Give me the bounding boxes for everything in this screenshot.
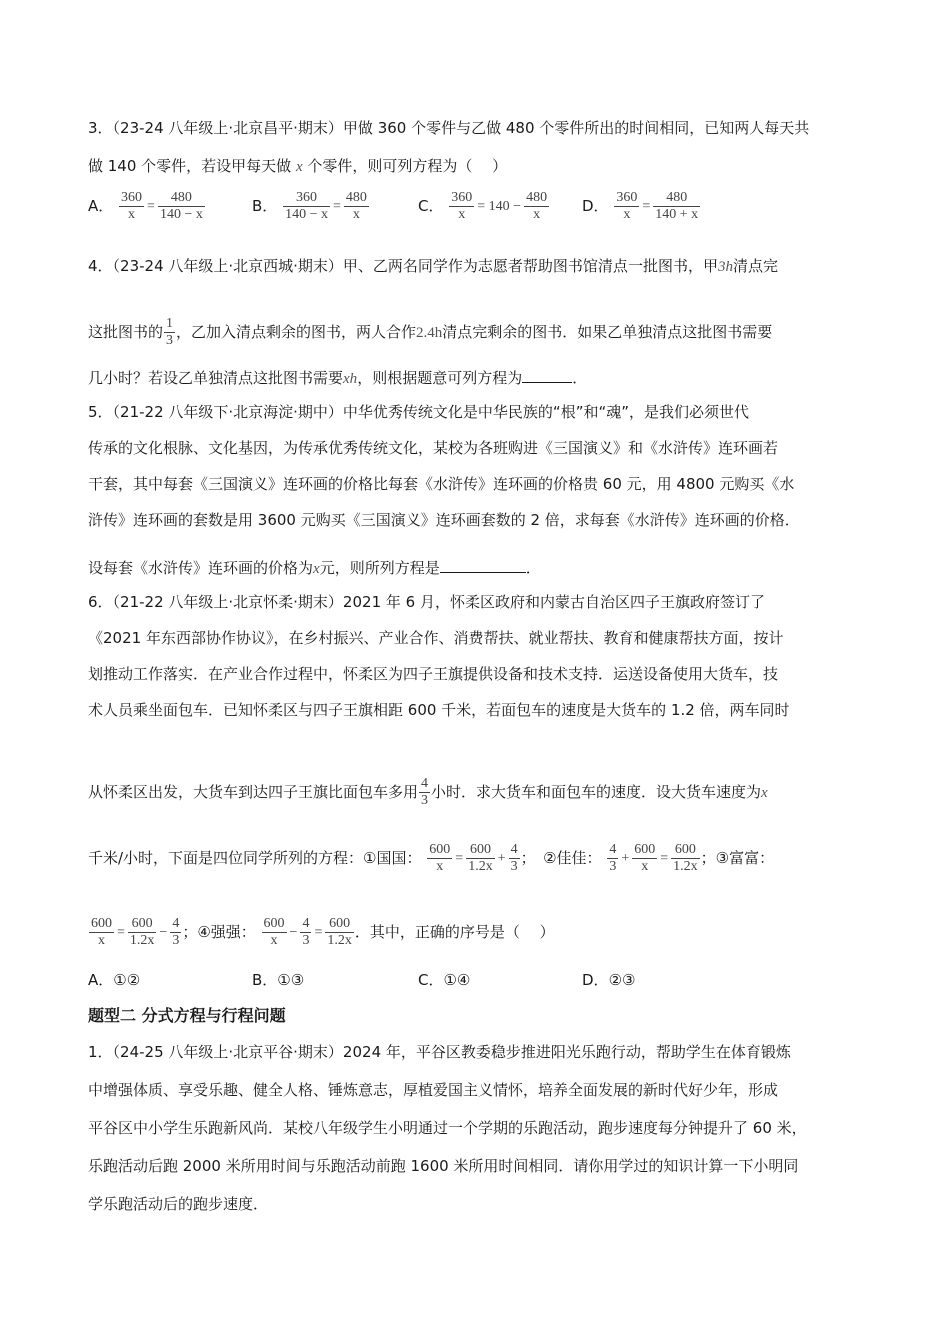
s2q1-line-5: 学乐跑活动后的跑步速度． [88, 1195, 269, 1213]
fraction: $\frac{480}{x}$ [345, 190, 367, 222]
fraction: $\frac{480}{x}$ [526, 190, 548, 222]
fraction: $\frac{480}{140 - x}$ [159, 190, 203, 222]
fraction: $\frac{360}{x}$ [121, 190, 143, 222]
equation-qiangqiang: $\frac{600}{x}$ − $\frac{4}{3}$ = $\frac{600}{1.2x}$ [263, 916, 352, 948]
q4-line-2: 这批图书的 $\frac{1}{3}$ ，乙加入清点剩余的图书，两人合作2.4h清点完剩余的图书．如果乙单独清点这批图书需要 [88, 316, 773, 348]
q5-answer-blank[interactable] [440, 556, 526, 573]
q4-line-1: 4．（23-24 八年级上·北京西城·期末）甲、乙两名同学作为志愿者帮助图书馆清点一批图书，甲3h清点完 [88, 257, 778, 275]
fraction-one-third: $\frac{1}{3}$ [166, 316, 174, 348]
equation-fufu: $\frac{600}{x}$ = $\frac{600}{1.2x}$ − $\frac{4}{3}$ [91, 916, 180, 948]
q6-option-c[interactable]: C．①④ [418, 971, 471, 989]
q6-line-7: $\frac{600}{x}$ = $\frac{600}{1.2x}$ − $\frac{4}{3}$ ；④强强： $\frac{600}{x}$ − $\frac{4}{3}$ = $\frac{600}{1.2x}$ ．其中，正确的序号是（ ） [88, 916, 555, 949]
q5-line-2: 传承的文化根脉、文化基因，为传承优秀传统文化，某校为各班购进《三国演义》和《水浒传》连环画若 [88, 439, 779, 457]
q4-time-3h: 3h [717, 259, 733, 275]
q4-variable-xh: xh [343, 371, 358, 387]
s2q1-line-2: 中增强体质、享受乐趣、健全人格、锤炼意志，厚植爱国主义情怀，培养全面发展的新时代好少年，形成 [88, 1081, 779, 1099]
q3-option-a[interactable]: A． $\frac{360}{x}$ = $\frac{480}{140 - x}$ [88, 190, 203, 222]
fraction: $\frac{360}{140 - x}$ [285, 190, 328, 222]
s2q1-line-3: 平谷区中小学生乐跑新风尚．某校八年级学生小明通过一个学期的乐跑活动，跑步速度每分钟提升了 60 米， [88, 1119, 807, 1137]
q6-line-6: 千米/小时，下面是四位同学所列的方程：①国国： $\frac{600}{x}$ = $\frac{600}{1.2x}$ + $\frac{4}{3}$ ； ②佳佳： $\frac{4}{3}$ + $\frac{600}{x}$ = $\frac{600}{1.2x}$ ；③富富： [88, 842, 775, 874]
q6-variable: x [761, 785, 768, 801]
q6-line-5: 从怀柔区出发，大货车到达四子王旗比面包车多用 $\frac{4}{3}$ 小时．求大货车和面包车的速度．设大货车速度为x [88, 776, 768, 808]
fraction: $\frac{480}{140 + x}$ [655, 190, 699, 222]
section-heading: 题型二 分式方程与行程问题 [88, 1006, 286, 1025]
q3-option-c[interactable]: C． $\frac{360}{x}$ = 140 − $\frac{480}{x}$ [418, 190, 548, 222]
option-label: B． [252, 197, 278, 215]
q3-line-1: 3．（23-24 八年级上·北京昌平·期末）甲做 360 个零件与乙做 480 个零件所出的时间相同，已知两人每天共 [88, 119, 810, 137]
equation-guoguo: $\frac{600}{x}$ = $\frac{600}{1.2x}$ + $\frac{4}{3}$ [429, 842, 518, 874]
q6-option-a[interactable]: A．①② [88, 971, 141, 989]
q3-text: 个零件，则可列方程为（ ） [307, 157, 508, 175]
q5-line-3: 干套，其中每套《三国演义》连环画的价格比每套《水浒传》连环画的价格贵 60 元，用 4800 元购买《水 [88, 475, 795, 493]
q6-line-2: 《2021 年东西部协作协议》，在乡村振兴、产业合作、消费帮扶、就业帮扶、教育和健康帮扶方面，按计 [88, 629, 784, 647]
s2q1-line-4: 乐跑活动后跑 2000 米所用时间与乐跑活动前跑 1600 米所用时间相同．请你用学过的知识计算一下小明同 [88, 1157, 799, 1175]
option-label: A． [88, 197, 114, 215]
equation-jiajia: $\frac{4}{3}$ + $\frac{600}{x}$ = $\frac{600}{1.2x}$ [609, 842, 698, 874]
q4-time-2.4h: 2.4h [416, 325, 443, 341]
q4-line-3: 几小时？若设乙单独清点这批图书需要xh，则根据题意可列方程为 ． [88, 366, 587, 389]
q5-variable: x [313, 561, 320, 577]
option-label: C． [418, 197, 444, 215]
q6-line-4: 术人员乘坐面包车．已知怀柔区与四子王旗相距 600 千米，若面包车的速度是大货车的 1.2 倍，两车同时 [88, 701, 790, 719]
fraction-four-thirds: $\frac{4}{3}$ [421, 776, 429, 808]
q3-option-d[interactable]: D． $\frac{360}{x}$ = $\frac{480}{140 + x}$ [582, 190, 699, 222]
q3-variable: x [295, 159, 303, 175]
q4-answer-blank[interactable] [522, 366, 572, 383]
q3-line-2 [88, 156, 507, 177]
fraction: $\frac{360}{x}$ [451, 190, 473, 222]
fraction: $\frac{360}{x}$ [616, 190, 638, 222]
q3-text: 做 140 个零件，若设甲每天做 [88, 157, 292, 175]
s2q1-line-1: 1．（24-25 八年级上·北京平谷·期末）2024 年，平谷区教委稳步推进阳光乐跑行动，帮助学生在体育锻炼 [88, 1043, 791, 1061]
q5-line-4: 浒传》连环画的套数是用 3600 元购买《三国演义》连环画套数的 2 倍，求每套《水浒传》连环画的价格． [88, 511, 800, 529]
q6-option-d[interactable]: D．②③ [582, 971, 636, 989]
q5-line-1: 5．（21-22 八年级下·北京海淀·期中）中华优秀传统文化是中华民族的“根”和“魂”，是我们必须世代 [88, 403, 750, 421]
q6-option-b[interactable]: B．①③ [252, 971, 305, 989]
q6-line-3: 划推动工作落实．在产业合作过程中，怀柔区为四子王旗提供设备和技术支持．运送设备使用大货车，技 [88, 665, 779, 683]
option-label: D． [582, 197, 609, 215]
q3-option-b[interactable]: B． $\frac{360}{140 - x}$ = $\frac{480}{x}$ [252, 190, 367, 222]
q5-line-5: 设每套《水浒传》连环画的价格为x元，则所列方程是 ． [88, 556, 541, 579]
q6-line-1: 6．（21-22 八年级上·北京怀柔·期末）2021 年 6 月，怀柔区政府和内蒙古自治区四子王旗政府签订了 [88, 593, 765, 611]
